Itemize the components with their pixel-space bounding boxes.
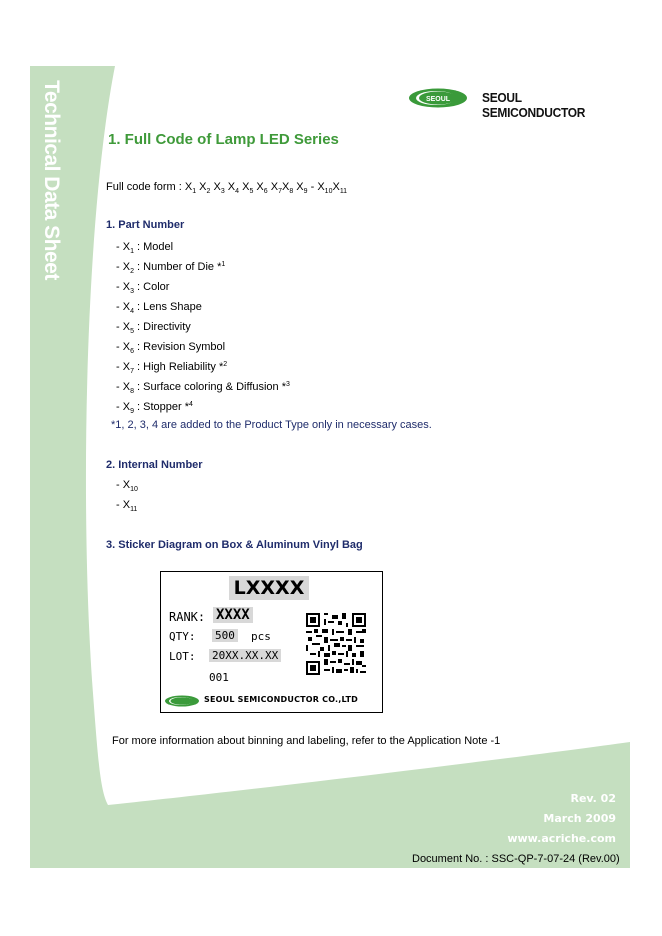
- item-footnote-mark: 4: [189, 401, 193, 408]
- part-number-item: - $X_7$ : High Reliability *$^2$: [116, 361, 228, 375]
- code-part: X: [267, 181, 279, 193]
- part-number-item: - $X_6$ : Revision Symbol: [116, 341, 226, 355]
- internal-number-item: - $X_{11}$: [116, 499, 138, 513]
- sticker-company-name: SEOUL SEMICONDUCTOR CO.,LTD: [204, 695, 358, 704]
- sticker-rank-value: XXXX: [213, 607, 253, 623]
- sticker-rank-label: RANK:: [169, 610, 206, 624]
- revision-label: Rev. 02: [570, 792, 616, 805]
- item-label: : Directivity: [133, 321, 191, 333]
- code-part-subscript: 7: [278, 188, 282, 195]
- item-label: : Number of Die *: [133, 261, 222, 273]
- item-label: : Color: [133, 281, 170, 293]
- item-footnote-mark: 3: [286, 381, 290, 388]
- code-part: X: [281, 181, 290, 193]
- item-subscript: 2: [130, 268, 134, 275]
- more-info-text: For more information about binning and labeling, refer to the Application Note -1: [112, 735, 501, 747]
- code-part-subscript: 5: [249, 188, 254, 195]
- code-part: X: [196, 181, 207, 193]
- code-part-subscript: 11: [339, 188, 348, 195]
- item-subscript: 9: [130, 408, 134, 415]
- item-label: : Stopper *: [133, 401, 190, 413]
- sticker-model: LXXXX: [229, 576, 309, 600]
- code-part-subscript: 10: [324, 188, 333, 195]
- logo-mark: SEOUL: [425, 96, 451, 103]
- code-part: X: [224, 181, 236, 193]
- item-subscript: 1: [130, 248, 134, 255]
- sticker-footer: [164, 694, 378, 708]
- technical-data-sheet-label: Technical Data Sheet: [40, 80, 63, 280]
- item-label: : Lens Shape: [133, 301, 202, 313]
- product-type-note: *1, 2, 3, 4 are added to the Product Type only in necessary cases.: [111, 419, 432, 431]
- code-part-subscript: 3: [220, 188, 225, 195]
- seoul-logo-small-icon: [164, 695, 200, 707]
- document-number: Document No. : SSC-QP-7-07-24 (Rev.00): [412, 853, 620, 865]
- code-part-subscript: 8: [289, 188, 294, 195]
- revision-date: March 2009: [543, 812, 616, 825]
- part-number-item: - $X_8$ : Surface coloring & Diffusion *$^3$: [116, 381, 290, 395]
- sticker-lot-seq: 001: [209, 671, 229, 684]
- sticker-qty-unit: pcs: [251, 630, 271, 643]
- brand-name: SEOUL SEMICONDUCTOR: [482, 90, 586, 120]
- part-number-item: - $X_5$ : Directivity: [116, 321, 191, 335]
- sticker-diagram-heading: 3. Sticker Diagram on Box & Aluminum Vinyl Bag: [106, 539, 363, 551]
- item-footnote-mark: 1: [221, 261, 226, 268]
- item-footnote-mark: 2: [223, 361, 228, 368]
- code-part: X: [239, 181, 250, 193]
- code-part: X: [293, 181, 304, 193]
- item-subscript: 10: [130, 486, 138, 493]
- item-label: : Model: [133, 241, 174, 253]
- code-part: X: [184, 181, 193, 193]
- item-label: : Surface coloring & Diffusion *: [133, 381, 287, 393]
- item-subscript: 5: [130, 328, 134, 335]
- internal-number-heading: 2. Internal Number: [106, 459, 203, 471]
- sticker-lot-label: LOT:: [169, 650, 196, 663]
- item-subscript: 11: [130, 506, 138, 513]
- code-part-subscript: 9: [303, 188, 308, 195]
- code-part: - X: [307, 181, 325, 193]
- website-link[interactable]: www.acriche.com: [507, 832, 616, 845]
- internal-number-item: - $X_{10}$: [116, 479, 138, 493]
- part-number-heading: 1. Part Number: [106, 219, 185, 231]
- company-logo: [408, 88, 618, 120]
- page-title: 1. Full Code of Lamp LED Series: [108, 131, 339, 148]
- part-number-item: - $X_2$ : Number of Die *$^1$: [116, 261, 226, 275]
- sticker-diagram: [160, 571, 383, 713]
- part-number-item: - $X_9$ : Stopper *$^4$: [116, 401, 193, 415]
- code-part-subscript: 6: [263, 188, 268, 195]
- item-subscript: 3: [130, 288, 134, 295]
- code-part-subscript: 4: [235, 188, 240, 195]
- part-number-item: - $X_3$ : Color: [116, 281, 170, 295]
- qr-code-icon: [306, 613, 366, 675]
- code-part: X: [332, 181, 340, 193]
- code-part: X: [253, 181, 264, 193]
- part-number-item: - $X_4$ : Lens Shape: [116, 301, 202, 315]
- code-part-subscript: 1: [192, 188, 197, 195]
- item-label: : Revision Symbol: [133, 341, 226, 353]
- seoul-logo-icon: [408, 88, 468, 108]
- code-part: X: [210, 181, 221, 193]
- item-subscript: 8: [130, 388, 134, 395]
- sticker-qty-value: 500: [212, 629, 238, 642]
- item-label: : High Reliability *: [133, 361, 224, 373]
- part-number-item: - $X_1$ : Model: [116, 241, 174, 255]
- sticker-lot-value: 20XX.XX.XX: [209, 649, 281, 662]
- item-subscript: 6: [130, 348, 134, 355]
- sticker-qty-label: QTY:: [169, 630, 196, 643]
- full-code-line: Full code form : $X_1$ $X_2$ $X_3$ $X_4$ $X_5$ $X_6$ $X_7X_8$ $X_9 - X_{10}X_{11}$: [106, 181, 348, 195]
- item-subscript: 4: [130, 308, 134, 315]
- code-part-subscript: 2: [206, 188, 211, 195]
- item-subscript: 7: [130, 368, 134, 375]
